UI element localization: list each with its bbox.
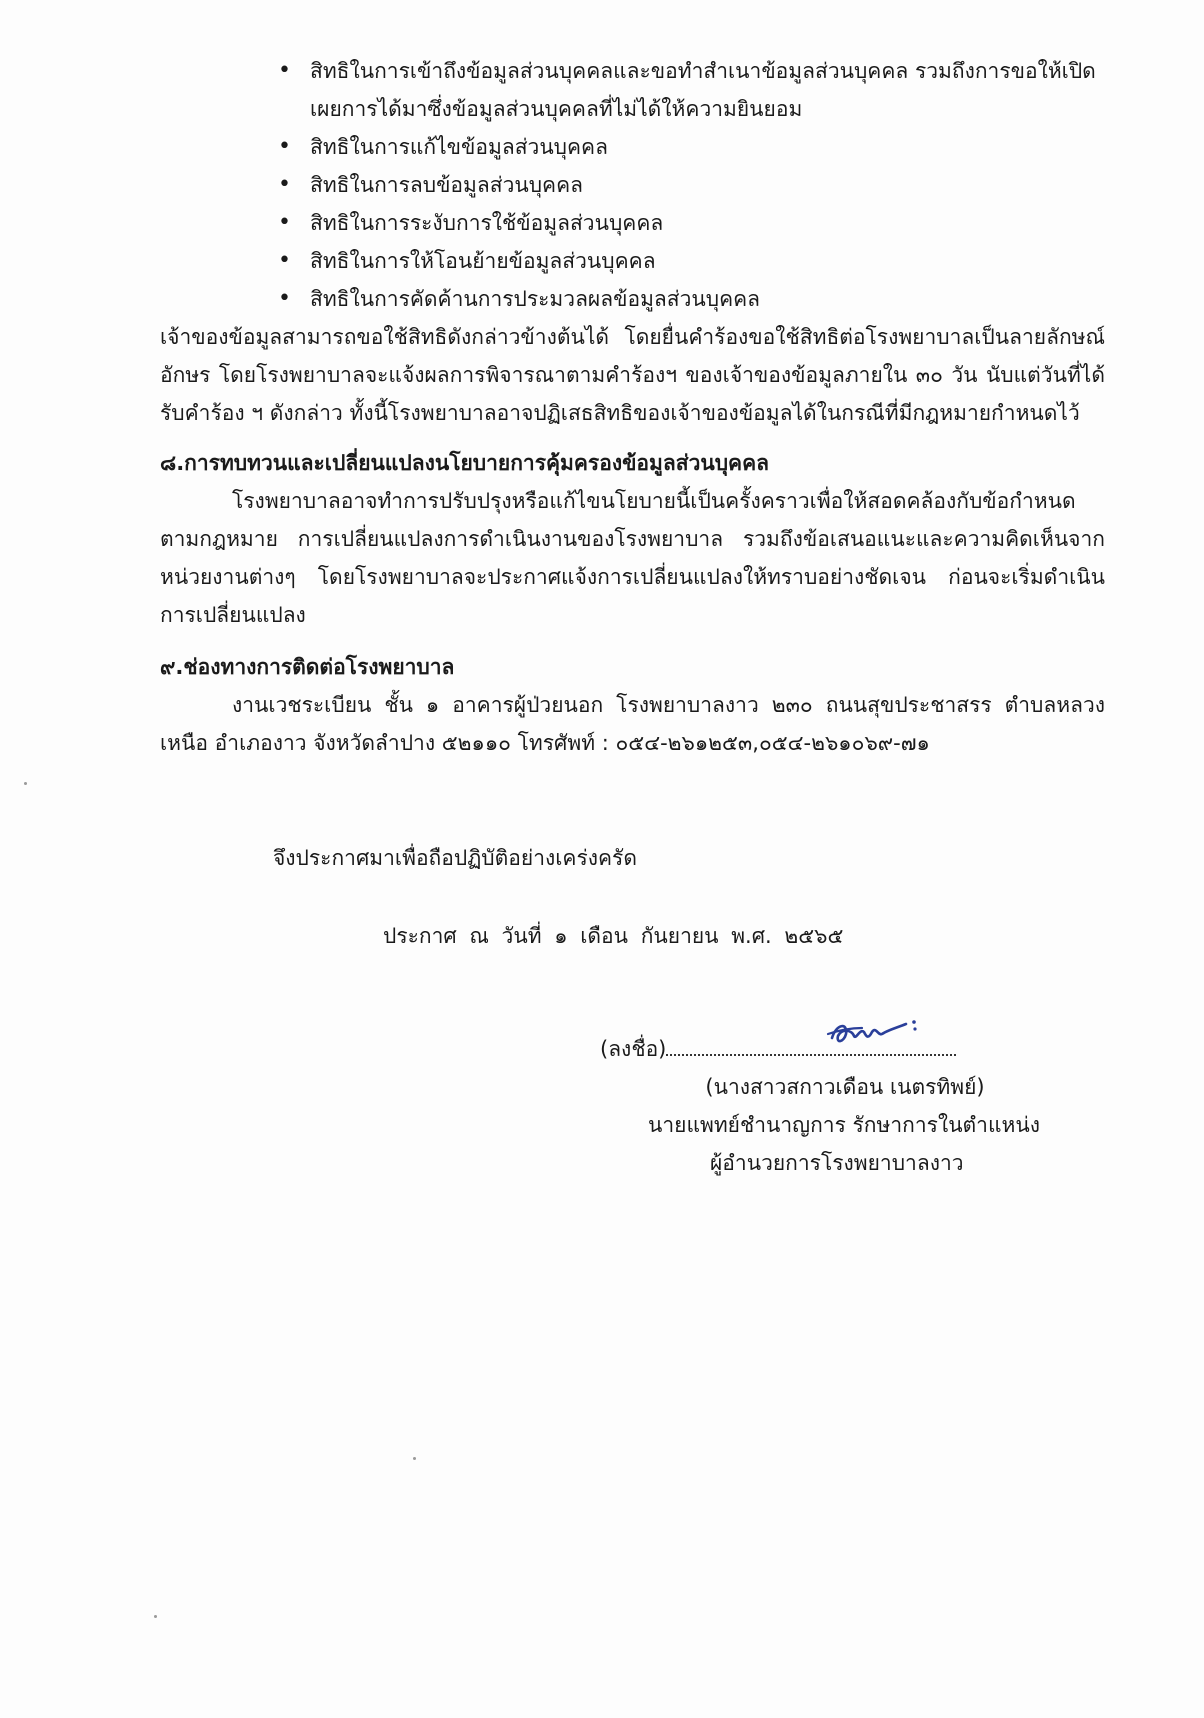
rights-list-item: • สิทธิในการแก้ไขข้อมูลส่วนบุคคล bbox=[278, 128, 1105, 166]
rights-list-item: • สิทธิในการระงับการใช้ข้อมูลส่วนบุคคล bbox=[278, 204, 1105, 242]
closing-statement: จึงประกาศมาเพื่อถือปฏิบัติอย่างเคร่งครัด bbox=[273, 846, 637, 870]
document-body bbox=[160, 52, 1105, 762]
spacer bbox=[160, 432, 1105, 444]
signature-line bbox=[600, 1030, 1040, 1068]
spacer bbox=[160, 634, 1105, 648]
scan-speck bbox=[413, 1457, 416, 1460]
signature-block bbox=[600, 1030, 1040, 1182]
signatory-position: นายแพทย์ชำนาญการ รักษาการในตำแหน่ง bbox=[648, 1113, 1040, 1137]
announcement-date: ประกาศ ณ วันที่ ๑ เดือน กันยายน พ.ศ. ๒๕๖๕ bbox=[383, 924, 844, 948]
rights-list-item: • สิทธิในการให้โอนย้ายข้อมูลส่วนบุคคล bbox=[278, 242, 1105, 280]
signatory-name: (นางสาวสกาวเดือน เนตรทิพย์) bbox=[705, 1075, 985, 1099]
rights-list bbox=[160, 52, 1105, 318]
section9-heading: ๙.ช่องทางการติดต่อโรงพยาบาล bbox=[160, 655, 455, 679]
rights-list-item: • สิทธิในการคัดค้านการประมวลผลข้อมูลส่วนบุคคล bbox=[278, 280, 1105, 318]
rights-list-item: • สิทธิในการลบข้อมูลส่วนบุคคล bbox=[278, 166, 1105, 204]
handwritten-signature bbox=[822, 1014, 922, 1050]
rights-paragraph: เจ้าของข้อมูลสามารถขอใช้สิทธิดังกล่าวข้างต้นได้ โดยยื่นคำร้องขอใช้สิทธิต่อโรงพยาบาลเป็นลายลักษณ์อักษร โดยโรงพยาบาลจะแจ้งผลการพิจารณาตามคำร้องฯ ของเจ้าของข้อมูลภายใน ๓๐ วัน นับแต่วันที่ได้รับคำร้อง ฯ ดังกล่าว ทั้งนี้โรงพยาบาลอาจปฏิเสธสิทธิของเจ้าของข้อมูลได้ในกรณีที่มีกฎหมายกำหนดไว้ bbox=[160, 325, 1105, 425]
scan-speck bbox=[154, 1615, 157, 1618]
signatory-title: ผู้อำนวยการโรงพยาบาลงาว bbox=[710, 1151, 964, 1175]
section8-heading: ๘.การทบทวนและเปลี่ยนแปลงนโยบายการคุ้มครองข้อมูลส่วนบุคคล bbox=[160, 451, 770, 475]
scan-speck bbox=[24, 782, 27, 785]
section9-body: งานเวชระเบียน ชั้น ๑ อาคารผู้ป่วยนอก โรงพยาบาลงาว ๒๓๐ ถนนสุขประชาสรร ตำบลหลวงเหนือ อำเภองาว จังหวัดลำปาง ๕๒๑๑๐ โทรศัพท์ : ๐๕๔-๒๖๑๒๕๓,๐๕๔-๒๖๑๐๖๙-๗๑ bbox=[160, 693, 1105, 755]
rights-list-item: • สิทธิในการเข้าถึงข้อมูลส่วนบุคคลและขอทำสำเนาข้อมูลส่วนบุคคล รวมถึงการขอให้เปิดเผยการได้มาซึ่งข้อมูลส่วนบุคคลที่ไม่ได้ให้ความยินยอม bbox=[278, 52, 1105, 128]
sign-label: (ลงชื่อ) bbox=[600, 1037, 667, 1061]
section8-body: โรงพยาบาลอาจทำการปรับปรุงหรือแก้ไขนโยบายนี้เป็นครั้งคราวเพื่อให้สอดคล้องกับข้อกำหนดตามกฎหมาย การเปลี่ยนแปลงการดำเนินงานของโรงพยาบาล รวมถึงข้อเสนอแนะและความคิดเห็นจากหน่วยงานต่างๆ โดยโรงพยาบาลจะประกาศแจ้งการเปลี่ยนแปลงให้ทราบอย่างชัดเจน ก่อนจะเริ่มดำเนินการเปลี่ยนแปลง bbox=[160, 489, 1105, 627]
